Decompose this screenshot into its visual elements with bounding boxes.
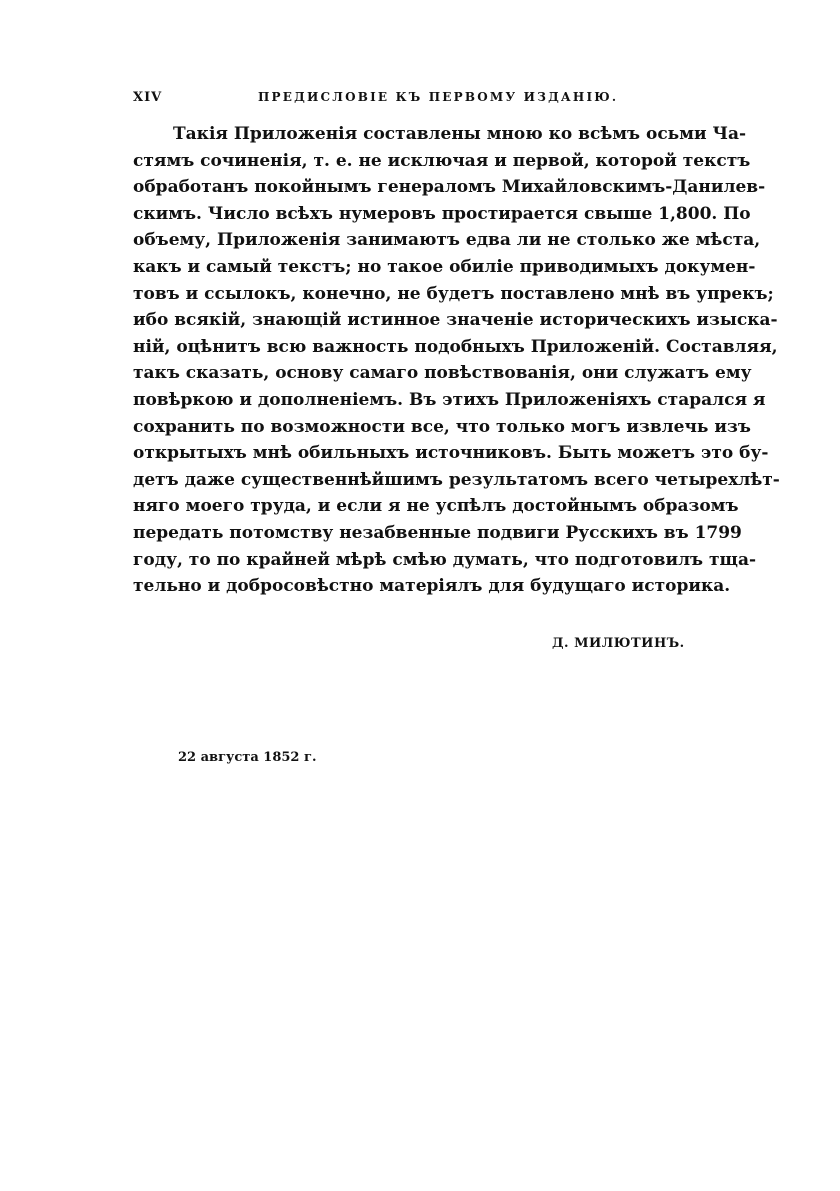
text-line: какъ и самый текстъ; но такое обиліе приводимыхъ докумен-: [133, 256, 756, 277]
text-line: открытыхъ мнѣ обильныхъ источниковъ. Быть можетъ это бу-: [133, 443, 769, 464]
text-line: сохранить по возможности все, что только могъ извлечь изъ: [133, 416, 751, 437]
text-line: ній, оцѣнитъ всю важность подобныхъ Приложеній. Составляя,: [133, 336, 778, 357]
text-line: ибо всякій, знающій истинное значеніе историческихъ изыска-: [133, 310, 778, 331]
text-line: повѣркою и дополненіемъ. Въ этихъ Приложеніяхъ старался я: [133, 389, 766, 410]
date-line: 22 августа 1852 г.: [178, 750, 317, 765]
text-line: передать потомству незабвенные подвиги Русскихъ въ 1799: [133, 522, 742, 543]
text-line: стямъ сочиненія, т. е. не исключая и первой, которой текстъ: [133, 150, 751, 171]
author-signature: Д. МИЛЮТИНЪ.: [552, 636, 685, 651]
page-header: [133, 90, 703, 112]
running-title: ПРЕДИСЛОВІЕ КЪ ПЕРВОМУ ИЗДАНІЮ.: [258, 90, 619, 104]
text-line: товъ и ссылокъ, конечно, не будетъ поставлено мнѣ въ упрекъ;: [133, 283, 774, 304]
body-paragraph: [133, 121, 780, 600]
text-line: обработанъ покойнымъ генераломъ Михайловскимъ-Данилев-: [133, 177, 766, 198]
page-number: XIV: [133, 90, 163, 105]
text-line: году, то по крайней мѣрѣ смѣю думать, что подготовилъ тща-: [133, 549, 757, 570]
text-line: объему, Приложенія занимаютъ едва ли не столько же мѣста,: [133, 230, 761, 251]
text-line: скимъ. Число всѣхъ нумеровъ простирается свыше 1,800. По: [133, 203, 751, 224]
text-line: Такія Приложенія составлены мною ко всѣмъ осьми Ча-: [173, 124, 747, 144]
text-line: няго моего труда, и если я не успѣлъ достойнымъ образомъ: [133, 496, 739, 517]
text-line: тельно и добросовѣстно матеріялъ для будущаго историка.: [133, 576, 731, 597]
text-line: детъ даже существеннѣйшимъ результатомъ всего четырехлѣт-: [133, 469, 780, 490]
text-line: такъ сказать, основу самаго повѣствованія, они служатъ ему: [133, 363, 752, 384]
